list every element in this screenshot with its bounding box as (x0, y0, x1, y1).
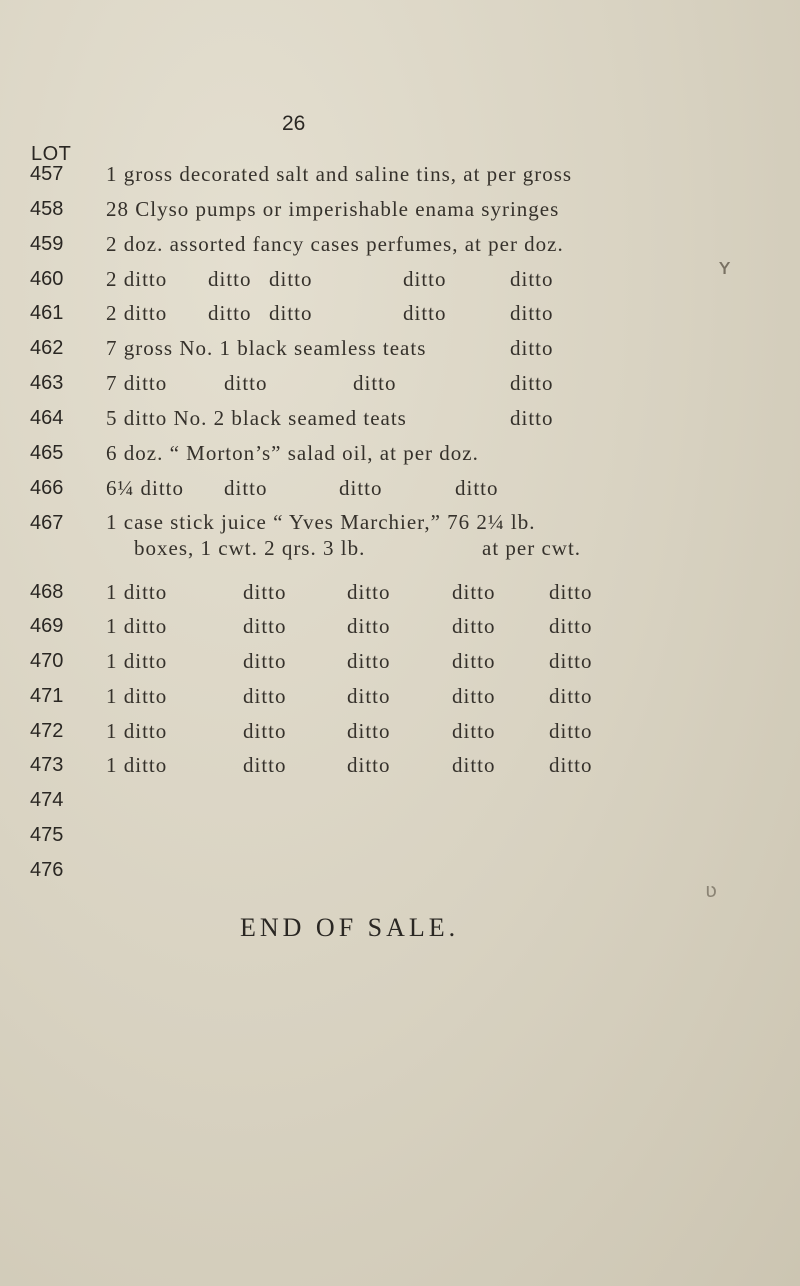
lot-cell: ditto (452, 684, 496, 708)
lot-number: 463 (30, 372, 64, 394)
lot-cell: ditto (452, 614, 496, 638)
lot-cell: ditto (347, 649, 391, 673)
lot-number: 466 (30, 477, 64, 499)
lot-cell: 1 ditto (106, 753, 168, 777)
lot-cell: ditto (510, 336, 554, 360)
lot-cell: ditto (208, 301, 252, 325)
lot-cell: ditto (455, 476, 499, 500)
lot-cell: ditto (549, 719, 593, 743)
lot-cell: ditto (347, 580, 391, 604)
lot-description: 6 doz. “ Morton’s” salad oil, at per doz. (106, 441, 479, 465)
lot-number: 470 (30, 650, 64, 672)
lot-number: 458 (30, 198, 64, 220)
lot-header: LOT (31, 143, 72, 165)
lot-cell: ditto (403, 301, 447, 325)
lot-cell: ditto (549, 580, 593, 604)
lot-cell: 7 ditto (106, 371, 168, 395)
lot-cell: ditto (549, 753, 593, 777)
lot-cell: ditto (347, 719, 391, 743)
lot-cell: ditto (243, 614, 287, 638)
lot-cell: 1 ditto (106, 684, 168, 708)
lot-number: 457 (30, 163, 64, 185)
end-of-sale: END OF SALE. (240, 913, 460, 942)
lot-cell: 5 ditto No. 2 black seamed teats (106, 406, 407, 430)
lot-cell: ditto (243, 684, 287, 708)
lot-number: 459 (30, 233, 64, 255)
lot-cell: 2 ditto (106, 267, 168, 291)
lot-number: 462 (30, 337, 64, 359)
lot-number: 465 (30, 442, 64, 464)
lot-cell: ditto (339, 476, 383, 500)
lot-cell: ditto (452, 580, 496, 604)
lot-number: 471 (30, 685, 64, 707)
ink-mark: ʏ (718, 255, 732, 280)
lot-cell: ditto (549, 649, 593, 673)
lot-number: 461 (30, 302, 64, 324)
lot-number: 476 (30, 859, 64, 881)
lot-cell: ditto (243, 580, 287, 604)
lot-cell: ditto (269, 267, 313, 291)
lot-cell: 7 gross No. 1 black seamless teats (106, 336, 427, 360)
lot-number: 460 (30, 268, 64, 290)
lot-cell: ditto (224, 476, 268, 500)
lot-cell: ditto (243, 719, 287, 743)
lot-cell: ditto (510, 267, 554, 291)
lot-cell: ditto (549, 614, 593, 638)
lot-number: 469 (30, 615, 64, 637)
lot-cell: ditto (510, 406, 554, 430)
lot-number: 474 (30, 789, 64, 811)
lot-cell: ditto (452, 719, 496, 743)
lot-cell: 1 ditto (106, 649, 168, 673)
lot-description: 1 case stick juice “ Yves Marchier,” 76 2¼ lb. (106, 510, 536, 534)
lot-cell: ditto (347, 684, 391, 708)
lot-cell: ditto (353, 371, 397, 395)
lot-number: 468 (30, 581, 64, 603)
lot-cell: ditto (510, 371, 554, 395)
lot-number: 473 (30, 754, 64, 776)
ink-mark: ʋ (705, 878, 717, 902)
lot-cell: at per cwt. (482, 536, 582, 560)
lot-cell: ditto (452, 649, 496, 673)
lot-cell: ditto (243, 753, 287, 777)
lot-cell: ditto (510, 301, 554, 325)
lot-cell: ditto (452, 753, 496, 777)
lot-cell: 6¼ ditto (106, 476, 185, 500)
lot-number: 464 (30, 407, 64, 429)
lot-cell: ditto (208, 267, 252, 291)
lot-cell: boxes, 1 cwt. 2 qrs. 3 lb. (134, 536, 366, 560)
lot-cell: 1 ditto (106, 614, 168, 638)
lot-cell: 1 ditto (106, 719, 168, 743)
lot-cell: 2 ditto (106, 301, 168, 325)
lot-cell: ditto (269, 301, 313, 325)
lot-cell: 1 ditto (106, 580, 168, 604)
lot-cell: ditto (347, 614, 391, 638)
page-number: 26 (282, 112, 306, 135)
lot-number: 475 (30, 824, 64, 846)
lot-cell: ditto (403, 267, 447, 291)
lot-number: 472 (30, 720, 64, 742)
lot-number: 467 (30, 512, 64, 534)
lot-cell: ditto (243, 649, 287, 673)
lot-description: 28 Clyso pumps or imperishable enama syringes (106, 197, 560, 221)
lot-cell: ditto (347, 753, 391, 777)
lot-cell: ditto (224, 371, 268, 395)
lot-description: 2 doz. assorted fancy cases perfumes, at per doz. (106, 232, 564, 256)
lot-cell: ditto (549, 684, 593, 708)
lot-description: 1 gross decorated salt and saline tins, at per gross (106, 162, 573, 186)
